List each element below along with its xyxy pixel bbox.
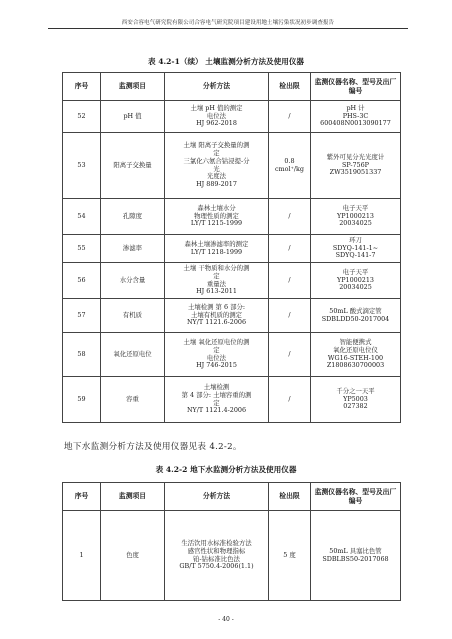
row-number: 53 [63,133,101,199]
analysis-method-line: HJ 889-2017 [196,180,237,189]
analysis-method-line: 土壤检测 [203,382,230,391]
monitoring-item: 渗滤率 [101,235,165,263]
instrument-info-line: SP-756P [342,160,369,169]
table-row [63,263,401,299]
analysis-method-line: 定 [213,271,220,280]
detection-limit [269,377,311,423]
instrument-info-line: SDYQ-141-7 [335,251,376,260]
detection-limit-line: / [288,243,291,252]
analysis-method [165,511,269,601]
analysis-method [165,299,269,333]
instrument-info-line: 20034025 [339,283,372,292]
row-number: 1 [63,511,101,601]
row-number: 59 [63,377,101,423]
instrument-info-line: SDYQ-141-1~ [332,243,379,252]
analysis-method-line: 感官性状和物理指标 [187,546,246,555]
column-header: 序号 [63,483,101,511]
column-header: 检出限 [269,483,311,511]
column-header: 监测项目 [101,483,165,511]
table2-caption: 表 4.2-2 地下水监测分析方法及使用仪器 [155,465,297,474]
detection-limit [269,333,311,377]
groundwater-methods-table [62,482,401,601]
row-number: 57 [63,299,101,333]
detection-limit-line: 5 度 [283,550,296,559]
monitoring-item: 孔隙度 [101,199,165,235]
analysis-method-line: 电位法 [206,353,227,362]
detection-limit [269,511,311,601]
instrument-info [311,333,401,377]
analysis-method-line: LY/T 1215-1999 [190,219,243,228]
analysis-method-line: 定 [213,148,220,157]
analysis-method-line: HJ 962-2018 [196,119,237,128]
detection-limit-line: / [288,349,291,358]
column-header: 分析方法 [165,483,269,511]
analysis-method-line: 第 4 部分: 土壤容重的测 [181,390,252,399]
instrument-info-line: YP1000213 [337,275,374,284]
analysis-method [165,133,269,199]
column-header: 监测仪器名称、型号及出厂编号 [311,73,401,101]
detection-limit-line: / [288,310,291,319]
instrument-info-line: 600408N0013090177 [320,119,391,128]
analysis-method-line: NY/T 1121.6-2006 [186,318,247,327]
row-number: 58 [63,333,101,377]
analysis-method [165,235,269,263]
detection-limit [269,235,311,263]
detection-limit-line: / [288,394,291,403]
monitoring-item: 阳离子交换量 [101,133,165,199]
instrument-info-line: WG16-STEH-100 [327,353,384,362]
instrument-info [311,299,401,333]
table-row [63,101,401,133]
analysis-method-line: 物理性质的测定 [194,211,239,220]
analysis-method-line: LY/T 1218-1999 [190,247,243,256]
analysis-method-line: 定 [213,398,220,407]
analysis-method-line: NY/T 1121.4-2006 [186,406,247,415]
table-row [63,377,401,423]
row-number: 55 [63,235,101,263]
instrument-info-line: pH 计 [346,103,365,112]
instrument-info-line: 电子天平 [342,267,369,276]
instrument-info [311,263,401,299]
detection-limit [269,199,311,235]
instrument-info-line: SDBLDD50-2017004 [321,314,390,323]
monitoring-item: pH 值 [101,101,165,133]
table-row [63,299,401,333]
column-header: 监测仪器名称、型号及出厂编号 [311,483,401,511]
detection-limit-line: / [288,211,291,220]
analysis-method-line: HJ 746-2015 [196,361,237,370]
instrument-info-line: YP1000213 [337,211,374,220]
soil-methods-table [62,72,401,423]
analysis-method [165,101,269,133]
column-header: 分析方法 [165,73,269,101]
analysis-method-line: 森林土壤水分 [197,203,236,212]
table-row [63,511,401,601]
instrument-info-line: 智能便携式 [339,337,372,346]
groundwater-intro-paragraph: 地下水监测分析方法及使用仪器见表 4.2-2。 [64,442,242,452]
page-header: 西安合容电气研究院有限公司合容电气研究院项目建设用地土壤污染状况初步调查报告 [48,18,408,29]
detection-limit-line: / [288,275,291,284]
analysis-method-line: 光度法 [206,172,227,181]
instrument-info-line: 20034025 [339,219,372,228]
detection-limit [269,133,311,199]
analysis-method-line: HJ 613-2011 [196,287,237,296]
table-row [63,133,401,199]
analysis-method-line: 三氯化六氨合钴浸提-分 [183,156,250,165]
table1-caption: 表 4.2-1（续） 土壤监测分析方法及使用仪器 [147,57,305,66]
monitoring-item: 有机质 [101,299,165,333]
instrument-info-line: 千分之一天平 [336,386,375,395]
analysis-method [165,263,269,299]
analysis-method-line: 土壤 pH 值的测定 [190,103,243,112]
instrument-info [311,377,401,423]
analysis-method-line: 重量法 [206,279,227,288]
analysis-method-line: 土壤有机质的测定 [190,310,243,319]
column-header: 检出限 [269,73,311,101]
analysis-method-line: 生活饮用水标准检验方法 [181,538,252,547]
detection-limit-line: / [288,111,291,120]
column-header: 序号 [63,73,101,101]
detection-limit [269,101,311,133]
instrument-info-line: 环刀 [349,235,362,244]
instrument-info-line: 027382 [343,402,368,411]
instrument-info-line: PHS-3C [342,111,369,120]
detection-limit-line: 0.8 [284,156,295,165]
analysis-method-line: 土壤检测 第 6 部分: [187,302,246,311]
monitoring-item: 容重 [101,377,165,423]
table-row [63,333,401,377]
analysis-method-line: 铂-钴标准比色法 [193,554,240,563]
monitoring-item: 氧化还原电位 [101,333,165,377]
analysis-method-line: 土壤 干物质和水分的测 [183,263,250,272]
instrument-info-line: 紫外可见分光光度计 [326,152,385,161]
row-number: 54 [63,199,101,235]
analysis-method-line: 光 [213,164,220,173]
analysis-method [165,333,269,377]
analysis-method-line: GB/T 5750.4-2006(1.1) [179,562,254,571]
analysis-method-line: 土壤 阳离子交换量的测 [183,141,250,150]
detection-limit [269,263,311,299]
instrument-info [311,133,401,199]
table-row [63,235,401,263]
instrument-info [311,101,401,133]
instrument-info [311,235,401,263]
page-number: - 40 - [218,616,234,623]
instrument-info-line: ZW3519051337 [329,168,382,177]
analysis-method-line: 森林土壤渗滤率的测定 [184,239,249,248]
analysis-method [165,377,269,423]
analysis-method-line: 电位法 [206,111,227,120]
column-header: 监测项目 [101,73,165,101]
instrument-info-line: Z1808630700003 [326,361,385,370]
analysis-method-line: 定 [213,345,220,354]
row-number: 56 [63,263,101,299]
monitoring-item: 水分含量 [101,263,165,299]
instrument-info [311,511,401,601]
detection-limit [269,299,311,333]
analysis-method-line: 土壤 氧化还原电位的测 [183,337,250,346]
instrument-info-line: SDBLBS50-2017068 [322,554,389,563]
analysis-method [165,199,269,235]
instrument-info-line: YP5003 [343,394,368,403]
row-number: 52 [63,101,101,133]
instrument-info [311,199,401,235]
instrument-info-line: 氧化还原电位仪 [333,345,378,354]
instrument-info-line: 50mL 酸式滴定管 [329,306,382,315]
monitoring-item: 色度 [101,511,165,601]
table-row [63,199,401,235]
instrument-info-line: 50mL 具塞比色管 [329,546,382,555]
instrument-info-line: 电子天平 [342,203,369,212]
detection-limit-line: cmol⁺/kg [274,164,305,173]
